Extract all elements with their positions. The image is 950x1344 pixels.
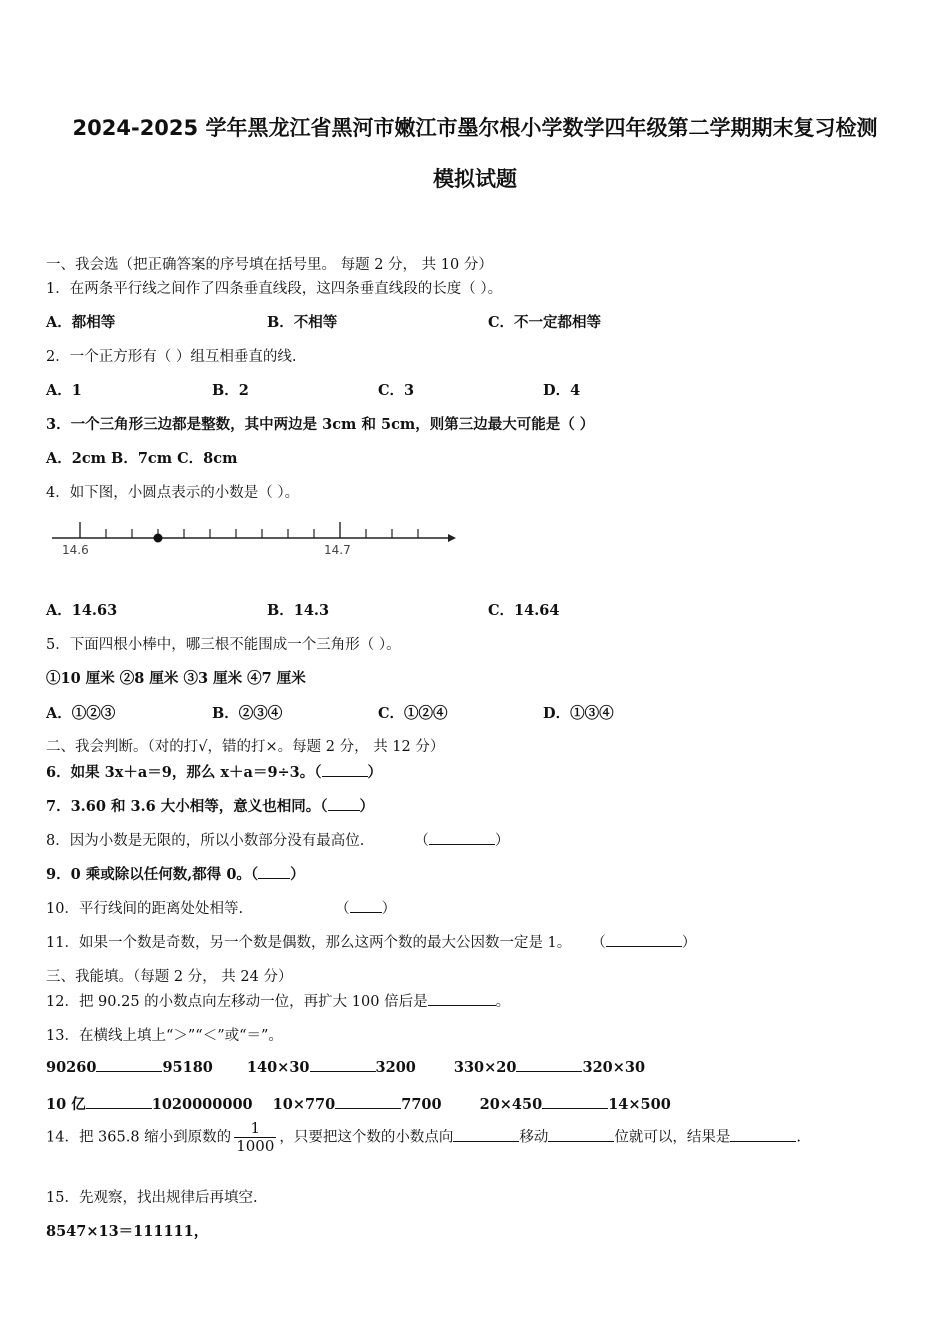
q13-r1-right-3: 320×30 [582, 1059, 646, 1076]
q2-option-b: B．2 [212, 382, 249, 399]
q6-close: ） [367, 764, 383, 781]
q13-r1-left-1: 90260 [46, 1059, 97, 1076]
number-line-arrow [448, 534, 456, 542]
q7-text: 7．3.60 和 3.6 大小相等，意义也相同。（ [46, 798, 328, 815]
section-1-heading: 一、我会选（把正确答案的序号填在括号里。 每题 2 分， 共 10 分） [46, 257, 493, 273]
question-8 [46, 829, 509, 850]
q13-r1-blank-3[interactable] [516, 1070, 582, 1072]
q14-text-c: 移动 [519, 1129, 549, 1146]
q11-text: 11．如果一个数是奇数，另一个数是偶数，那么这两个数的最大公因数一定是 1。 [46, 935, 572, 951]
q13-r2-right-2: 7700 [401, 1096, 442, 1113]
q13-r1-right-2: 3200 [375, 1059, 416, 1076]
question-2: 2．一个正方形有（ ）组互相垂直的线. [46, 349, 297, 365]
q1-option-c: C．不一定都相等 [488, 314, 602, 331]
q14-fraction [234, 1120, 276, 1155]
label-right: 14.7 [324, 543, 351, 557]
q1-option-b: B．不相等 [267, 314, 338, 331]
q9-answer-blank[interactable] [258, 877, 290, 879]
q6-answer-blank[interactable] [322, 775, 368, 777]
q3-options: A．2cm B．7cm C．8cm [46, 450, 238, 467]
q4-option-c: C．14.64 [488, 602, 560, 619]
q13-r1-left-3: 330×20 [453, 1059, 517, 1076]
q13-row-1 [46, 1059, 645, 1076]
question-13: 13．在横线上填上“＞”“＜”或“＝”。 [46, 1028, 283, 1044]
title-line-1: 2024-2025 学年黑龙江省黑河市嫩江市墨尔根小学数学四年级第二学期期末复习检测 [72, 116, 878, 140]
q11-answer-blank[interactable] [606, 945, 682, 947]
q11-close: ） [681, 935, 697, 951]
q14-fraction-denominator: 1000 [236, 1137, 275, 1155]
q14-text-a: 14．把 365.8 缩小到原数的 [46, 1129, 232, 1146]
q13-r2-blank-2[interactable] [335, 1107, 401, 1109]
question-12 [46, 990, 510, 1011]
q4-option-a: A．14.63 [46, 602, 118, 619]
q10-text: 10．平行线间的距离处处相等. [46, 901, 244, 917]
question-14 [46, 1120, 801, 1155]
q11-open: （ [591, 935, 606, 951]
q13-r2-right-1: 1020000000 [151, 1096, 253, 1113]
q13-r2-left-2: 10×770 [272, 1096, 336, 1113]
question-4: 4．如下图，小圆点表示的小数是（ ）。 [46, 485, 300, 501]
q5-option-b: B．②③④ [212, 705, 283, 722]
q2-option-a: A．1 [46, 382, 82, 399]
q13-row-2 [46, 1093, 671, 1114]
q5-option-a: A．①②③ [46, 705, 116, 722]
q13-r2-blank-3[interactable] [542, 1107, 608, 1109]
question-1: 1．在两条平行线之间作了四条垂直线段，这四条垂直线段的长度（ ）。 [46, 281, 503, 297]
q7-answer-blank[interactable] [328, 809, 360, 811]
q13-r1-blank-2[interactable] [310, 1070, 376, 1072]
question-10 [46, 897, 396, 918]
q8-answer-blank[interactable] [429, 843, 495, 845]
number-line-figure [46, 516, 466, 560]
title-line-2: 模拟试题 [433, 167, 517, 191]
question-5: 5．下面四根小棒中，哪三根不能围成一个三角形（ ）。 [46, 637, 401, 653]
q7-close: ） [359, 798, 375, 815]
q14-text-d: 位就可以，结果是 [614, 1129, 731, 1146]
q4-option-b: B．14.3 [267, 602, 330, 619]
q14-blank-result[interactable] [730, 1140, 796, 1142]
question-15: 15．先观察，找出规律后再填空. [46, 1190, 258, 1206]
q15-line-1: 8547×13＝111111， [46, 1223, 209, 1240]
q1-option-a: A．都相等 [46, 314, 116, 331]
q12-end: 。 [495, 994, 511, 1010]
question-11 [46, 931, 696, 952]
q13-r2-left-3: 20×450 [479, 1096, 543, 1113]
q2-option-c: C．3 [378, 382, 415, 399]
q14-fraction-numerator: 1 [234, 1120, 276, 1138]
q5-option-d: D．①③④ [543, 705, 614, 722]
q6-text: 6．如果 3x＋a＝9，那么 x＋a＝9÷3。（ [46, 764, 322, 781]
q13-r1-blank-1[interactable] [96, 1070, 162, 1072]
q10-open: （ [335, 901, 350, 917]
q2-option-d: D．4 [543, 382, 581, 399]
q10-close: ） [381, 901, 397, 917]
q13-r2-right-3: 14×500 [608, 1096, 671, 1113]
point-marker [154, 534, 163, 543]
section-2-heading: 二、我会判断。（对的打√，错的打×。每题 2 分， 共 12 分） [46, 739, 445, 755]
question-6 [46, 761, 382, 782]
q5-sticks: ①10 厘米 ②8 厘米 ③3 厘米 ④7 厘米 [46, 670, 306, 687]
q9-close: ） [290, 866, 305, 883]
q13-r1-left-2: 140×30 [246, 1059, 310, 1076]
q8-close: ） [494, 833, 510, 849]
q12-answer-blank[interactable] [428, 1004, 496, 1006]
q8-text: 8．因为小数是无限的，所以小数部分没有最高位. [46, 833, 365, 849]
question-9 [46, 863, 305, 884]
q14-text-b: ，只要把这个数的小数点向 [279, 1129, 454, 1146]
question-7 [46, 795, 374, 816]
q14-blank-direction[interactable] [453, 1140, 519, 1142]
label-left: 14.6 [62, 543, 89, 557]
q12-text: 12．把 90.25 的小数点向左移动一位，再扩大 100 倍后是 [46, 994, 428, 1010]
q13-r2-blank-1[interactable] [86, 1107, 152, 1109]
q14-text-e: . [796, 1129, 801, 1146]
question-3: 3．一个三角形三边都是整数，其中两边是 3cm 和 5cm，则第三边最大可能是（ ） [46, 416, 595, 433]
q9-text: 9．0 乘或除以任何数,都得 0。（ [46, 866, 259, 883]
q14-blank-places[interactable] [548, 1140, 614, 1142]
q13-r1-right-1: 95180 [162, 1059, 213, 1076]
q5-option-c: C．①②④ [378, 705, 448, 722]
section-3-heading: 三、我能填。（每题 2 分， 共 24 分） [46, 969, 293, 985]
q13-r2-left-1: 10 亿 [46, 1096, 86, 1113]
q10-answer-blank[interactable] [350, 911, 382, 913]
q8-open: （ [414, 833, 429, 849]
